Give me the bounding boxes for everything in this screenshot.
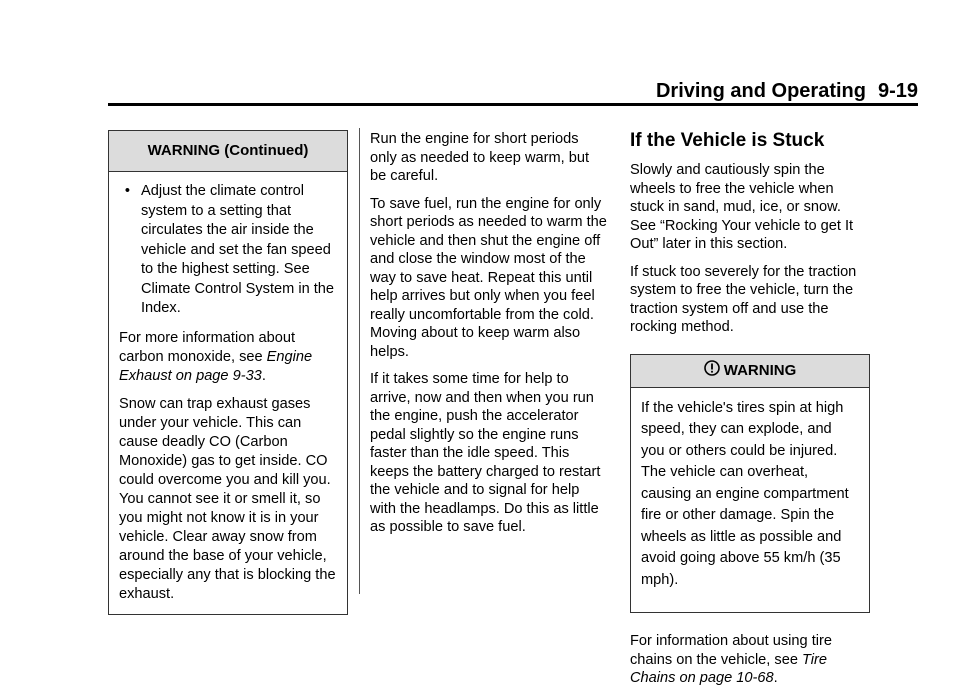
carbon-monoxide-paragraph — [119, 329, 337, 386]
cross-reference-link[interactable]: Tire Chains on page 10-68 — [630, 651, 828, 686]
paragraph: Slowly and cautiously spin the wheels to free the vehicle when stuck in sand, mud, ice, or snow. See “Rocking Your vehicle to get It Out” later in this section. — [630, 162, 854, 252]
paragraph-text: For information about using tire chains on the vehicle, see — [630, 633, 832, 668]
section-title: Driving and Operating — [655, 80, 866, 102]
cross-reference-link[interactable]: Engine Exhaust on page 9-33 — [119, 348, 313, 384]
warning-heading — [631, 355, 869, 388]
warning-box-continued — [108, 130, 348, 615]
warning-heading: WARNING (Continued) — [109, 131, 347, 172]
paragraph-text: For more information about carbon monoxide, see — [119, 329, 296, 365]
header-rule — [108, 103, 918, 106]
paragraph: Run the engine for short periods only as needed to keep warm, but be careful. — [370, 131, 590, 184]
warning-body — [109, 172, 347, 614]
bullet-icon: • — [124, 183, 130, 199]
paragraph-end: . — [261, 367, 266, 384]
middle-column — [370, 130, 608, 546]
bullet-text: Adjust the climate control system to a setting that circulates the air inside the vehicle and set the fan speed to the highest setting. See Climate Control System in the Index. — [141, 183, 335, 316]
warning-icon — [704, 356, 720, 388]
warning-label: WARNING — [723, 361, 797, 379]
section-heading: If the Vehicle is Stuck — [630, 130, 825, 151]
left-column — [108, 130, 348, 615]
snow-exhaust-paragraph: Snow can trap exhaust gases under your vehicle. This can cause deadly CO (Carbon Monoxide) gas to get inside. CO could overcome you and kill you. You cannot see it or smell it, so you might not know it is in your vehicle. Clear away snow from around the base of your vehicle, especially any that is blocking the exhaust. — [119, 395, 336, 602]
bullet-item — [119, 182, 337, 319]
warning-text: If the vehicle's tires spin at high speed, they can explode, and you or others could be injured. The vehicle can overheat, causing an engine compartment fire or other damage. Spin the wheels as little as possible and avoid going above 55 km/h (35 mph). — [641, 399, 849, 588]
paragraph: If it takes some time for help to arrive, now and then when you run the engine, push the accelerator pedal slightly so the engine runs faster than the idle speed. This keeps the battery charged to restart the vehicle and to signal for help with the headlamps. Do this as little as possible to save fuel. — [370, 371, 601, 535]
warning-body — [631, 388, 869, 613]
page-number: 9-19 — [877, 80, 918, 102]
paragraph: If stuck too severely for the traction system to free the vehicle, turn the traction system off and use the rocking method. — [630, 263, 857, 335]
warning-box — [630, 354, 870, 614]
column-divider — [359, 128, 360, 594]
paragraph-end: . — [773, 670, 778, 686]
paragraph: To save fuel, run the engine for only short periods as needed to warm the vehicle and then shut the engine off and close the window most of the way to save heat. Repeat this until help arrives but only when you feel really uncomfortable from the cold. Moving about to keep warm also helps. — [370, 195, 607, 360]
tire-chains-paragraph — [630, 632, 870, 688]
right-column — [630, 130, 870, 697]
